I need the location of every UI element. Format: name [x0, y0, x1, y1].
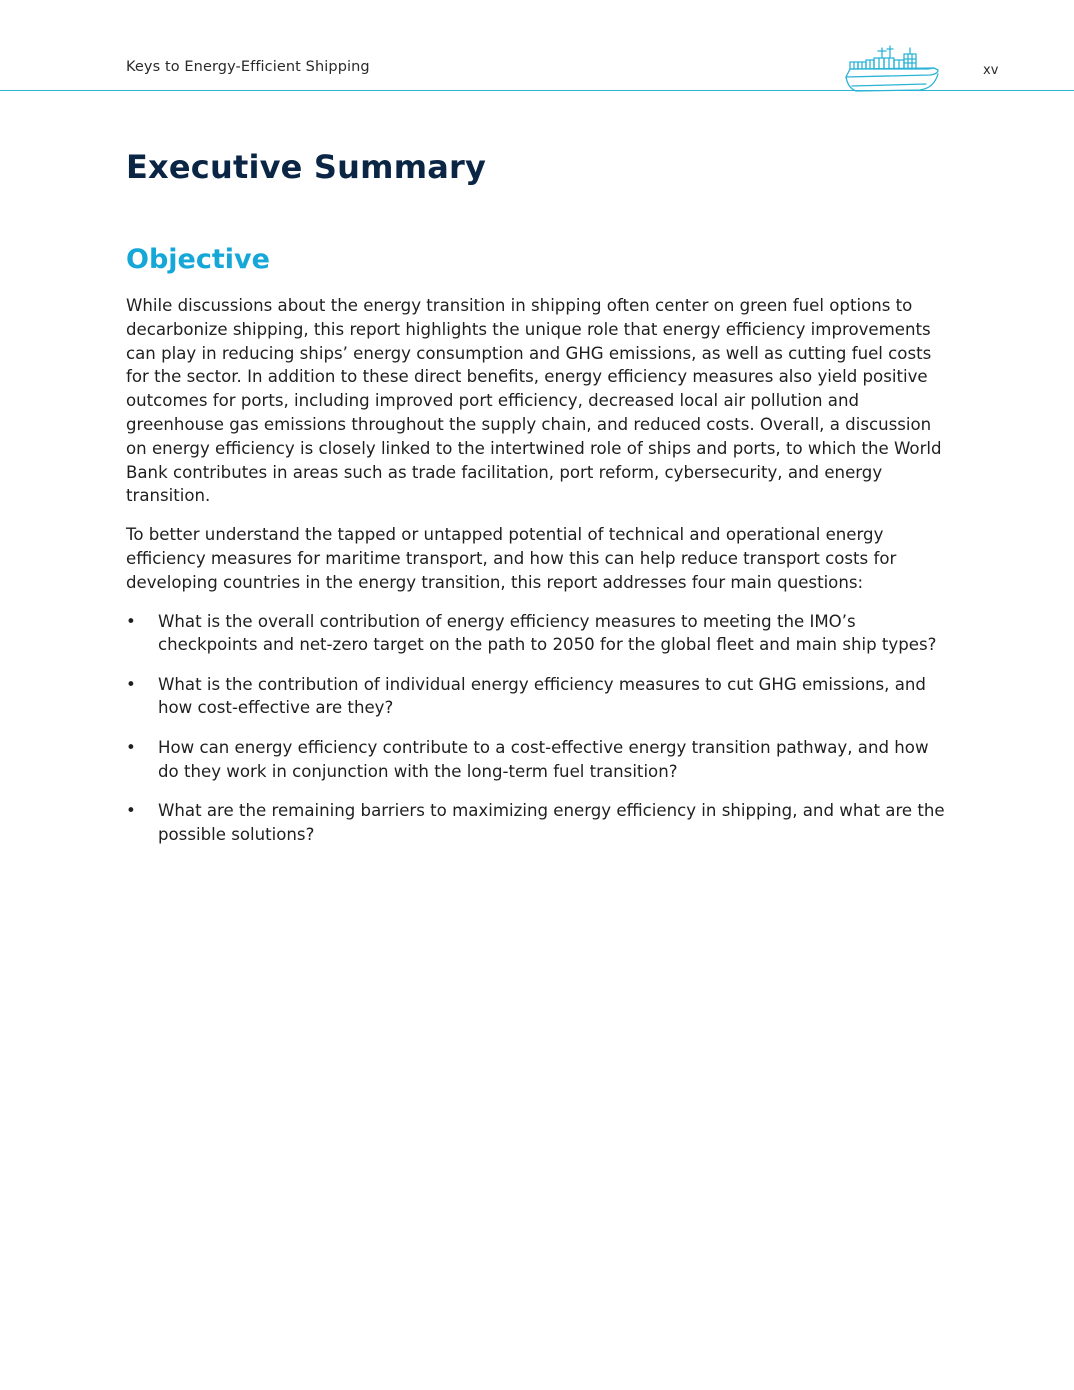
paragraph: To better understand the tapped or untapped potential of technical and operational energy efficiency measures for maritime transport, and how this can help reduce transport costs for developing countries in the energy transition, this report addresses four main questions: — [126, 525, 897, 592]
section-heading-objective: Objective — [126, 244, 270, 275]
ship-icon — [842, 42, 942, 94]
list-item — [126, 799, 950, 847]
running-header-title: Keys to Energy-Efficient Shipping — [126, 59, 370, 75]
bullet-icon: • — [126, 800, 136, 820]
page-number: xv — [983, 63, 999, 78]
list-item — [126, 610, 950, 658]
list-item — [126, 673, 950, 721]
list-item — [126, 736, 950, 784]
header-divider — [0, 90, 1074, 91]
questions-list — [126, 610, 950, 847]
paragraph: While discussions about the energy transition in shipping often center on green fuel options to decarbonize shipping, this report highlights the unique role that energy efficiency improvements can play in reducing ships’ energy consumption and GHG emissions, as well as cutting fuel costs for the sector. In addition to these direct benefits, energy efficiency measures also yield positive outcomes for ports, including improved port efficiency, decreased local air pollution and greenhouse gas emissions throughout the supply chain, and reduced costs. Overall, a discussion on energy efficiency is closely linked to the intertwined role of ships and ports, to which the World Bank contributes in areas such as trade facilitation, port reform, cybersecurity, and energy transition. — [126, 296, 942, 506]
page-title: Executive Summary — [126, 148, 487, 186]
list-item-text: What are the remaining barriers to maximizing energy efficiency in shipping, and what are the possible solutions? — [158, 800, 945, 844]
bullet-icon: • — [126, 737, 136, 757]
bullet-icon: • — [126, 611, 136, 631]
bullet-icon: • — [126, 674, 136, 694]
body-content — [126, 294, 950, 862]
list-item-text: How can energy efficiency contribute to a cost-effective energy transition pathway, and how do they work in conjunction with the long-term fuel transition? — [158, 737, 929, 781]
list-item-text: What is the overall contribution of energy efficiency measures to meeting the IMO’s checkpoints and net-zero target on the path to 2050 for the global fleet and main ship types? — [158, 611, 937, 655]
list-item-text: What is the contribution of individual energy efficiency measures to cut GHG emissions, and how cost-effective are they? — [158, 674, 926, 718]
